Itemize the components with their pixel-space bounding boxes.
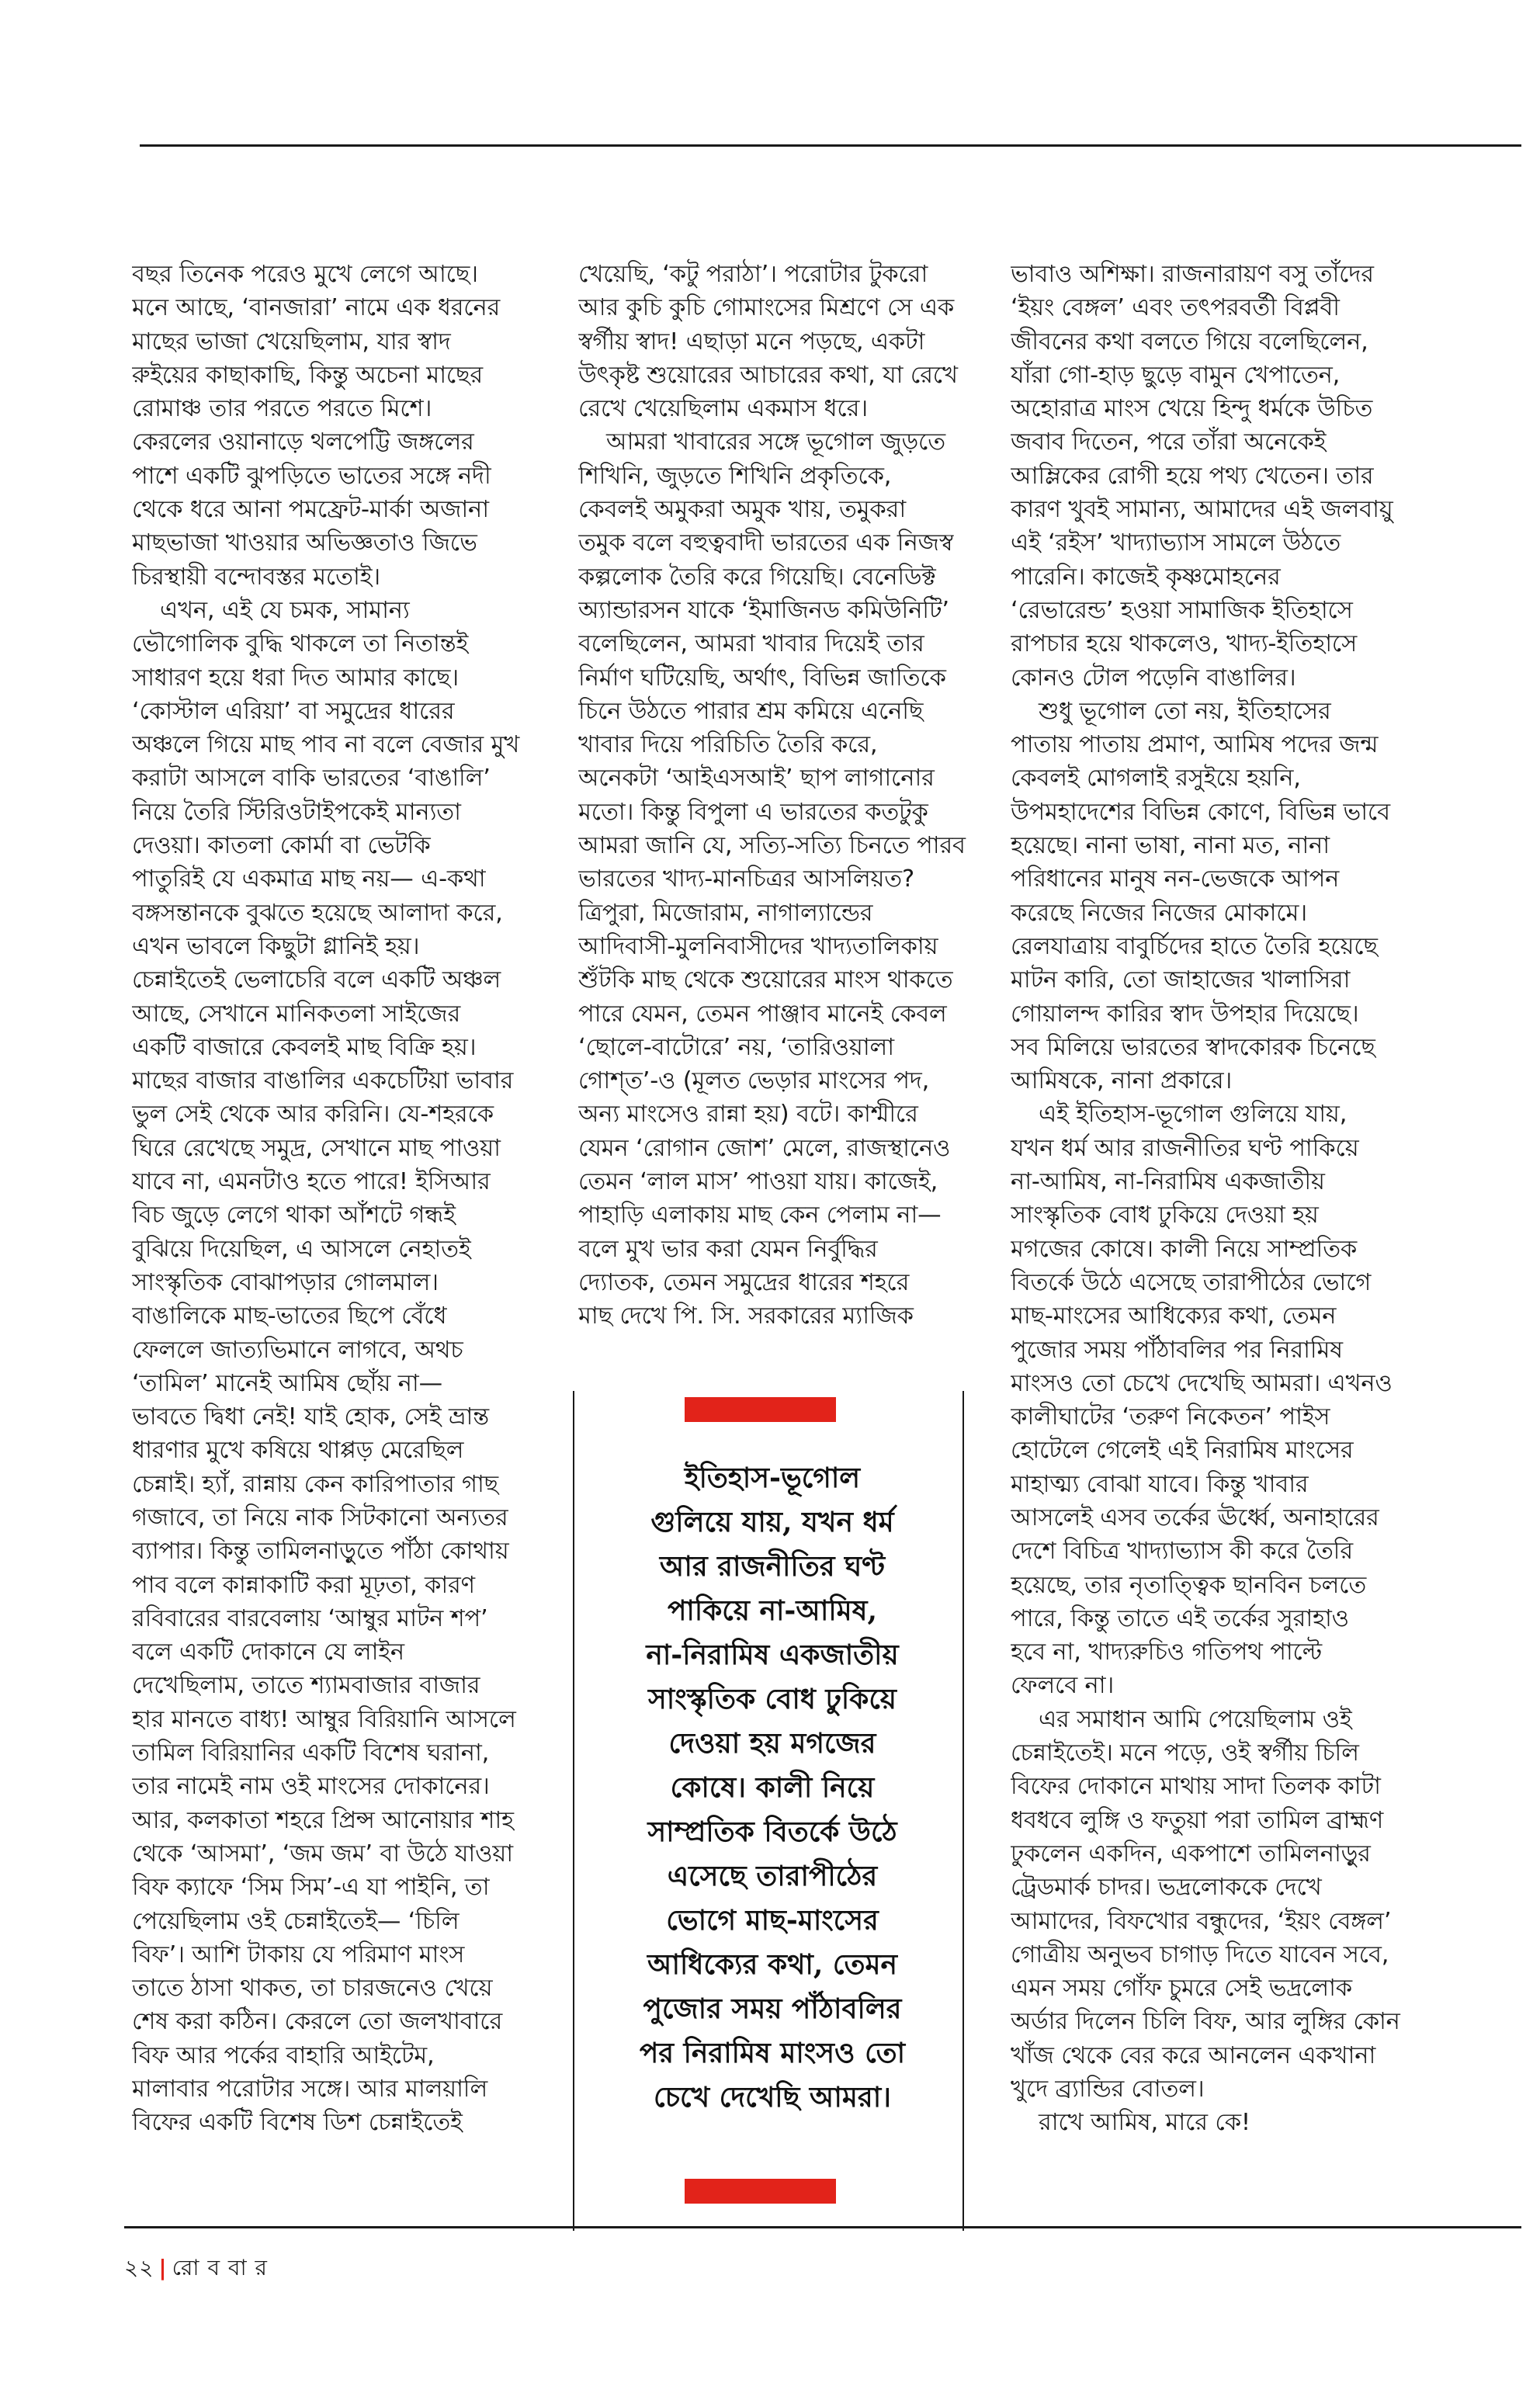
text-line: কেরলের ওয়ানাড়ে থলপেট্টি জঙ্গলের — [132, 428, 474, 456]
text-line: পাতুরিই যে একমাত্র মাছ নয়— এ-কথা — [132, 865, 486, 893]
text-line: কারণ খুবই সামান্য, আমাদের এই জলবায়ু — [1011, 496, 1393, 524]
text-line: আর, কলকাতা শহরে প্রিন্স আনোয়ার শাহ — [132, 1806, 514, 1834]
pullquote-left-border — [573, 1391, 574, 2231]
text-line: তাতে ঠাসা থাকত, তা চারজনেও খেয়ে — [132, 1975, 493, 2003]
text-line: এখন, এই যে চমক, সামান্য — [160, 596, 410, 624]
text-line: ভুল সেই থেকে আর করিনি। যে-শহরকে — [132, 1101, 494, 1129]
text-line: ব্যাপার। কিন্তু তামিলনাড়ুতে পাঁঠা কোথায় — [132, 1538, 509, 1566]
article-column-1 — [132, 258, 567, 2140]
text-line: সাংস্কৃতিক বোঝাপড়ার গোলমাল। — [132, 1268, 439, 1296]
text-line: আসলেই এসব তর্কের ঊর্ধ্বে, অনাহারের — [1011, 1503, 1379, 1531]
text-line: অনেকটা ‘আইএসআই’ ছাপ লাগানোর — [578, 765, 935, 792]
text-line: অহোরাত্র মাংস খেয়ে হিন্দু ধর্মকে উচিত — [1011, 395, 1373, 423]
text-line: মাটন কারি, তো জাহাজের খালাসিরা — [1011, 966, 1351, 994]
text-line: ধারণার মুখে কষিয়ে থাপ্পড় মেরেছিল — [132, 1437, 464, 1465]
text-line: চেন্নাইতেই। মনে পড়ে, ওই স্বর্গীয় চিলি — [1011, 1739, 1359, 1767]
text-line: আমরা জানি যে, সত্যি-সত্যি চিনতে পারব — [578, 832, 966, 860]
text-line: মাছের ভাজা খেয়েছিলাম, যার স্বাদ — [132, 328, 451, 355]
text-line: জবাব দিতেন, পরে তাঁরা অনেকেই — [1011, 428, 1327, 456]
text-line: ভাবাও অশিক্ষা। রাজনারায়ণ বসু তাঁদের — [1011, 261, 1374, 288]
pull-quote — [590, 1397, 955, 2204]
text-line: হয়েছে, তার নৃতাত্ত্বিক ছানবিন চলতে — [1011, 1571, 1367, 1599]
text-line: খাবার দিয়ে পরিচিতি তৈরি করে, — [578, 731, 878, 759]
text-line: ভৌগোলিক বুদ্ধি থাকলে তা নিতান্তই — [132, 630, 469, 658]
text-line: মাহাত্ম্য বোঝা যাবে। কিন্তু খাবার — [1011, 1470, 1309, 1498]
text-line: বাঙালিকে মাছ-ভাতের ছিপে বেঁধে — [132, 1302, 447, 1330]
text-line: আছে, সেখানে মানিকতলা সাইজের — [132, 1000, 461, 1028]
text-line: রাখে আমিষ, মারে কে! — [1039, 2109, 1250, 2137]
text-line: বলে মুখ ভার করা যেমন নির্বুদ্ধির — [578, 1235, 878, 1263]
pull-quote-line: ইতিহাস-ভূগোল — [684, 1462, 861, 1494]
text-line: ধবধবে লুঙ্গি ও ফতুয়া পরা তামিল ব্রাহ্মণ — [1011, 1806, 1384, 1834]
text-line: ঘিরে রেখেছে সমুদ্র, সেখানে মাছ পাওয়া — [132, 1134, 501, 1162]
text-line: বিফের একটি বিশেষ ডিশ চেন্নাইতেই — [132, 2109, 463, 2137]
article-column-3 — [1011, 258, 1445, 2140]
text-line: করাটা আসলে বাকি ভারতের ‘বাঙালি’ — [132, 765, 491, 792]
text-line: ঢুকলেন একদিন, একপাশে তামিলনাড়ুর — [1011, 1840, 1371, 1868]
text-line: সব মিলিয়ে ভারতের স্বাদকোরক চিনেছে — [1011, 1033, 1375, 1061]
text-line: কেবলই মোগলাই রসুইয়ে হয়নি, — [1011, 765, 1301, 792]
text-line: উৎকৃষ্ট শুয়োরের আচারের কথা, যা রেখে — [578, 361, 958, 389]
text-line: বছর তিনেক পরেও মুখে লেগে আছে। — [132, 261, 478, 288]
text-line: গজাবে, তা নিয়ে নাক সিটকানো অন্যতর — [132, 1503, 508, 1531]
text-line: থেকে ধরে আনা পমফ্রেট-মার্কা অজানা — [132, 496, 489, 524]
text-line: চেন্নাইতেই ভেলাচেরি বলে একটি অঞ্চল — [132, 966, 501, 994]
pull-quote-line: আধিক্যের কথা, তেমন — [647, 1948, 897, 1981]
text-line: বলে একটি দোকানে যে লাইন — [132, 1639, 404, 1666]
text-line: মালাবার পরোটার সঙ্গে। আর মালয়ালি — [132, 2076, 488, 2103]
text-line: হয়েছে। নানা ভাষা, নানা মত, নানা — [1011, 832, 1330, 860]
text-line: ফেলবে না। — [1011, 1672, 1115, 1700]
pull-quote-line: আর রাজনীতির ঘণ্ট — [659, 1550, 886, 1583]
text-line: সাংস্কৃতিক বোধ ঢুকিয়ে দেওয়া হয় — [1011, 1202, 1319, 1229]
top-rule — [140, 144, 1521, 147]
text-line: দ্যোতক, তেমন সমুদ্রের ধারের শহরে — [578, 1268, 910, 1296]
text-line: মাংসও তো চেখে দেখেছি আমরা। এখনও — [1011, 1369, 1393, 1397]
text-line: ‘ইয়ং বেঙ্গল’ এবং তৎপরবর্তী বিপ্লবী — [1011, 294, 1340, 322]
text-line: বিফের দোকানে মাথায় সাদা তিলক কাটা — [1011, 1773, 1381, 1801]
text-line: বঙ্গসন্তানকে বুঝতে হয়েছে আলাদা করে, — [132, 899, 503, 927]
text-line: ‘কোস্টাল এরিয়া’ বা সমুদ্রের ধারের — [132, 697, 455, 725]
text-line: আমিষকে, নানা প্রকারে। — [1011, 1067, 1233, 1095]
text-line: থেকে ‘আসমা’, ‘জম জম’ বা উঠে যাওয়া — [132, 1840, 513, 1868]
text-line: ভাবতে দ্বিধা নেই! যাই হোক, সেই ভ্রান্ত — [132, 1403, 489, 1431]
text-line: রেখে খেয়েছিলাম একমাস ধরে। — [578, 395, 868, 423]
text-line: মাছভাজা খাওয়ার অভিজ্ঞতাও জিভে — [132, 529, 477, 557]
text-line: গোত্রীয় অনুভব চাগাড় দিতে যাবেন সবে, — [1011, 1940, 1389, 1968]
text-line: ট্রেডমার্ক চাদর। ভদ্রলোককে দেখে — [1011, 1874, 1322, 1902]
text-line: হার মানতে বাধ্য! আম্বুর বিরিয়ানি আসলে — [132, 1705, 516, 1733]
text-line: দেশে বিচিত্র খাদ্যাভ্যাস কী করে তৈরি — [1011, 1538, 1353, 1566]
text-line: ফেললে জাত্যভিমানে লাগবে, অথচ — [132, 1336, 463, 1364]
text-line: শুঁটকি মাছ থেকে শুয়োরের মাংস থাকতে — [578, 966, 953, 994]
text-line: শেষ করা কঠিন। কেরলে তো জলখাবারে — [132, 2008, 503, 2036]
text-line: হোটেলে গেলেই এই নিরামিষ মাংসের — [1011, 1437, 1354, 1465]
text-line: রেলযাত্রায় বাবুর্চিদের হাতে তৈরি হয়েছে — [1011, 932, 1378, 960]
text-line: যেমন ‘রোগান জোশ’ মেলে, রাজস্থানেও — [578, 1134, 951, 1162]
text-line: অর্ডার দিলেন চিলি বিফ, আর লুঙ্গির কোন — [1011, 2008, 1400, 2036]
text-line: এর সমাধান আমি পেয়েছিলাম ওই — [1039, 1705, 1352, 1733]
text-line: মাছের বাজার বাঙালির একচেটিয়া ভাবার — [132, 1067, 514, 1095]
text-line: চেন্নাই। হ্যাঁ, রান্নায় কেন কারিপাতার গাছ — [132, 1470, 498, 1498]
text-line: গোশ্‌ত’-ও (মূলত ভেড়ার মাংসের পদ, — [578, 1067, 930, 1095]
text-line: শুধু ভূগোল তো নয়, ইতিহাসের — [1039, 697, 1331, 725]
text-line: খাঁজ থেকে বের করে আনলেন একখানা — [1011, 2041, 1376, 2069]
text-line: রাপচার হয়ে থাকলেও, খাদ্য-ইতিহাসে — [1011, 630, 1358, 658]
text-line: কেবলই অমুকরা অমুক খায়, তমুকরা — [578, 496, 906, 524]
text-line: যখন ধর্ম আর রাজনীতির ঘণ্ট পাকিয়ে — [1011, 1134, 1359, 1162]
text-line: চিরস্থায়ী বন্দোবস্তর মতোই। — [132, 563, 381, 591]
text-line: কল্পলোক তৈরি করে গিয়েছি। বেনেডিক্ট — [578, 563, 936, 591]
text-line: ‘রেভারেন্ড’ হওয়া সামাজিক ইতিহাসে — [1011, 596, 1353, 624]
text-line: পেয়েছিলাম ওই চেন্নাইতেই— ‘চিলি — [132, 1907, 460, 1935]
text-line: করেছে নিজের নিজের মোকামে। — [1011, 899, 1307, 927]
text-line: যাবে না, এমনটাও হতে পারে! ইসিআর — [132, 1168, 491, 1196]
pull-quote-line: পর নিরামিষ মাংসও তো — [639, 2037, 906, 2069]
pull-quote-line: সাম্প্রতিক বিতর্কে উঠে — [647, 1816, 897, 1848]
text-line: বিচ জুড়ে লেগে থাকা আঁশটে গন্ধই — [132, 1202, 456, 1229]
text-line: পারেনি। কাজেই কৃষ্ণমোহনের — [1011, 563, 1281, 591]
text-line: রোমাঞ্চ তার পরতে পরতে মিশে। — [132, 395, 432, 423]
text-line: শিখিনি, জুড়তে শিখিনি প্রকৃতিকে, — [578, 462, 892, 490]
text-line: আদিবাসী-মুলনিবাসীদের খাদ্যতালিকায় — [578, 932, 938, 960]
text-line: খেয়েছি, ‘কটু পরাঠা’। পরোটার টুকরো — [578, 261, 928, 288]
text-line: উপমহাদেশের বিভিন্ন কোণে, বিভিন্ন ভাবে — [1011, 798, 1390, 826]
text-line: ত্রিপুরা, মিজোরাম, নাগাল্যান্ডের — [578, 899, 873, 927]
text-line: এমন সময় গোঁফ চুমরে সেই ভদ্রলোক — [1011, 1975, 1352, 2003]
magazine-name: রো ব বা র — [172, 2255, 268, 2280]
text-line: চিনে উঠতে পারার শ্রম কমিয়ে এনেছি — [578, 697, 924, 725]
pull-quote-line: গুলিয়ে যায়, যখন ধর্ম — [650, 1506, 894, 1538]
pull-quote-line: ভোগে মাছ-মাংসের — [666, 1904, 879, 1937]
page-footer — [124, 2251, 268, 2287]
pullquote-right-border — [962, 1391, 964, 2231]
text-line: মাছ-মাংসের আধিক্যের কথা, তেমন — [1011, 1302, 1337, 1330]
text-line: বিফ’। আশি টাকায় যে পরিমাণ মাংস — [132, 1940, 465, 1968]
text-line: মগজের কোষে। কালী নিয়ে সাম্প্রতিক — [1011, 1235, 1358, 1263]
text-line: জীবনের কথা বলতে গিয়ে বলেছিলেন, — [1011, 328, 1368, 355]
text-line: এই ইতিহাস-ভূগোল গুলিয়ে যায়, — [1039, 1101, 1348, 1129]
text-line: গোয়ালন্দ কারির স্বাদ উপহার দিয়েছে। — [1011, 1000, 1359, 1028]
text-line: বিতর্কে উঠে এসেছে তারাপীঠের ভোগে — [1011, 1268, 1372, 1296]
text-line: পারে যেমন, তেমন পাঞ্জাব মানেই কেবল — [578, 1000, 947, 1028]
text-line: বিফ আর পর্কের বাহারি আইটেম, — [132, 2041, 435, 2069]
pull-quote-line: সাংস্কৃতিক বোধ ঢুকিয়ে — [648, 1683, 897, 1715]
text-line: ভারতের খাদ্য-মানচিত্রর আসলিয়ত? — [578, 865, 914, 893]
text-line: হবে না, খাদ্যরুচিও গতিপথ পাল্টে — [1011, 1639, 1322, 1666]
text-line: নির্মাণ ঘটিয়েছি, অর্থাৎ, বিভিন্ন জাতিকে — [578, 664, 946, 692]
text-line: এই ‘রইস’ খাদ্যাভ্যাস সামলে উঠতে — [1011, 529, 1341, 557]
text-line: সাধারণ হয়ে ধরা দিত আমার কাছে। — [132, 664, 459, 692]
text-line: অঞ্চলে গিয়ে মাছ পাব না বলে বেজার মুখ — [132, 731, 520, 759]
text-line: পাহাড়ি এলাকায় মাছ কেন পেলাম না— — [578, 1202, 942, 1229]
text-line: বুঝিয়ে দিয়েছিল, এ আসলে নেহাতই — [132, 1235, 471, 1263]
pull-quote-line: দেওয়া হয় মগজের — [668, 1727, 876, 1760]
text-line: পুজোর সময় পাঁঠাবলির পর নিরামিষ — [1011, 1336, 1343, 1364]
text-line: এখন ভাবলে কিছুটা গ্লানিই হয়। — [132, 932, 420, 960]
text-line: যাঁরা গো-হাড় ছুড়ে বামুন খেপাতেন, — [1011, 361, 1341, 389]
text-line: পাশে একটি ঝুপড়িতে ভাতের সঙ্গে নদী — [132, 462, 491, 490]
text-line: আমাদের, বিফখোর বন্ধুদের, ‘ইয়ং বেঙ্গল’ — [1011, 1907, 1392, 1935]
pull-quote-text — [590, 1456, 955, 2120]
pull-quote-bottom-bar — [685, 2179, 836, 2204]
text-line: স্বর্গীয় স্বাদ! এছাড়া মনে পড়ছে, একটা — [578, 328, 925, 355]
text-line: আর কুচি কুচি গোমাংসের মিশ্রণে সে এক — [578, 294, 955, 322]
text-line: রুইয়ের কাছাকাছি, কিন্তু অচেনা মাছের — [132, 361, 483, 389]
text-line: তামিল বিরিয়ানির একটি বিশেষ ঘরানা, — [132, 1739, 490, 1767]
text-line: মাছ দেখে পি. সি. সরকারের ম্যাজিক — [578, 1302, 914, 1330]
text-line: দেওয়া। কাতলা কোর্মা বা ভেটকি — [132, 832, 431, 860]
text-line: বিফ ক্যাফে ‘সিম সিম’-এ যা পাইনি, তা — [132, 1874, 490, 1902]
text-line: দেখেছিলাম, তাতে শ্যামবাজার বাজার — [132, 1672, 480, 1700]
text-line: তেমন ‘লাল মাস’ পাওয়া যায়। কাজেই, — [578, 1168, 938, 1196]
pull-quote-line: পুজোর সময় পাঁঠাবলির — [643, 1992, 902, 2025]
text-line: না-আমিষ, না-নিরামিষ একজাতীয় — [1011, 1168, 1325, 1196]
text-line: পাব বলে কান্নাকাটি করা মূঢ়তা, কারণ — [132, 1571, 475, 1599]
text-line: কোনও টোল পড়েনি বাঙালির। — [1011, 664, 1296, 692]
text-line: পারে, কিন্তু তাতে এই তর্কের সুরাহাও — [1011, 1604, 1349, 1632]
pull-quote-line: না-নিরামিষ একজাতীয় — [646, 1639, 899, 1671]
text-line: একটি বাজারে কেবলই মাছ বিক্রি হয়। — [132, 1033, 477, 1061]
footer-divider: | — [158, 2255, 168, 2280]
pull-quote-line: কোষে। কালী নিয়ে — [670, 1771, 875, 1804]
text-line: তার নামেই নাম ওই মাংসের দোকানের। — [132, 1773, 490, 1801]
text-line: আম্লিকের রোগী হয়ে পথ্য খেতেন। তার — [1011, 462, 1374, 490]
text-line: কালীঘাটের ‘তরুণ নিকেতন’ পাইস — [1011, 1403, 1330, 1431]
text-line: মতো। কিন্তু বিপুলা এ ভারতের কতটুকু — [578, 798, 928, 826]
text-line: অন্য মাংসেও রান্না হয়) বটে। কাশ্মীরে — [578, 1101, 918, 1129]
text-line: মনে আছে, ‘বানজারা’ নামে এক ধরনের — [132, 294, 501, 322]
article-column-2 — [578, 258, 982, 1333]
pull-quote-line: চেখে দেখেছি আমরা। — [653, 2081, 892, 2114]
page-number: ২২ — [124, 2255, 154, 2280]
text-line: খুদে ব্র্যান্ডির বোতল। — [1011, 2076, 1205, 2103]
text-line: তমুক বলে বহুত্ববাদী ভারতের এক নিজস্ব — [578, 529, 954, 557]
bottom-rule — [124, 2226, 1521, 2228]
text-line: নিয়ে তৈরি স্টিরিওটাইপকেই মান্যতা — [132, 798, 461, 826]
pull-quote-line: পাকিয়ে না-আমিষ, — [667, 1594, 878, 1627]
text-line: আমরা খাবারের সঙ্গে ভূগোল জুড়তে — [606, 428, 945, 456]
text-line: ‘ছোলে-বাটোরে’ নয়, ‘তারিওয়ালা — [578, 1033, 894, 1061]
text-line: ‘তামিল’ মানেই আমিষ ছোঁয় না— — [132, 1369, 442, 1397]
text-line: রবিবারের বারবেলায় ‘আম্বুর মাটন শপ’ — [132, 1604, 488, 1632]
text-line: অ্যান্ডারসন যাকে ‘ইমাজিনড কমিউনিটি’ — [578, 596, 949, 624]
text-line: পাতায় পাতায় প্রমাণ, আমিষ পদের জন্ম — [1011, 731, 1379, 759]
pull-quote-line: এসেছে তারাপীঠের — [667, 1860, 878, 1892]
pull-quote-top-bar — [685, 1397, 836, 1422]
text-line: বলেছিলেন, আমরা খাবার দিয়েই তার — [578, 630, 924, 658]
text-line: পরিধানের মানুষ নন-ভেজকে আপন — [1011, 865, 1340, 893]
